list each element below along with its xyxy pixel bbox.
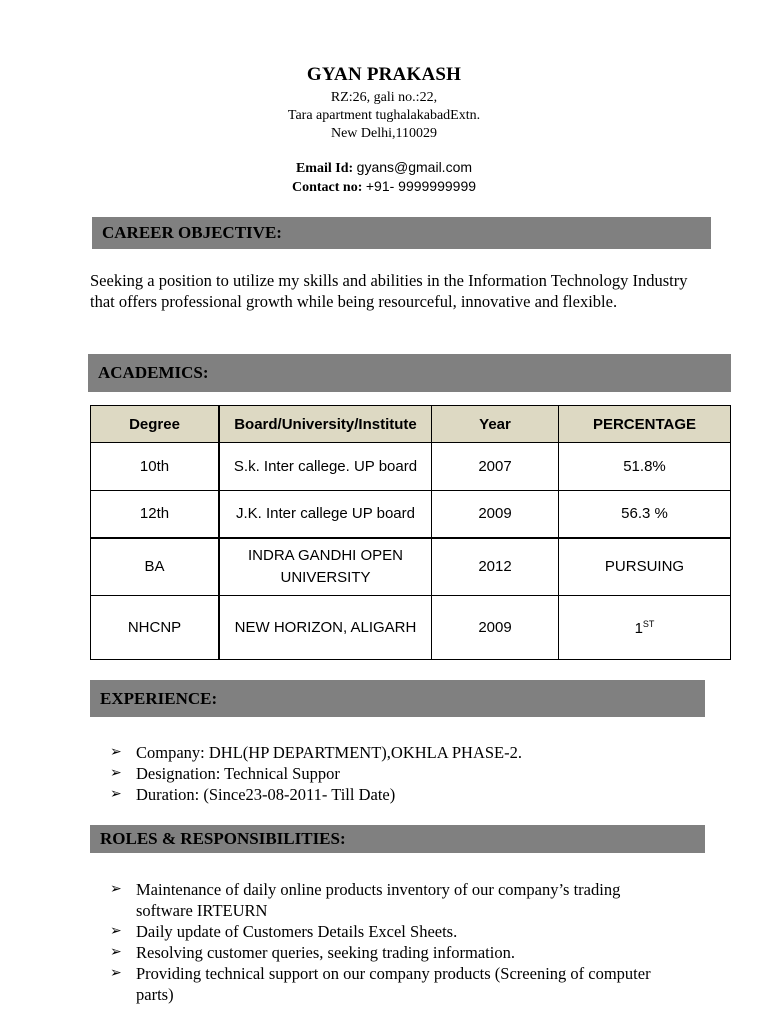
cell-board: INDRA GANDHI OPEN UNIVERSITY (219, 538, 432, 596)
list-item (110, 742, 710, 763)
academics-heading-text: ACADEMICS: (98, 363, 209, 382)
contact-value: +91- 9999999999 (365, 178, 477, 194)
table-row (91, 538, 731, 596)
cell-degree: NHCNP (91, 596, 220, 660)
cell-percentage: PURSUING (559, 538, 731, 596)
arrowhead-bullet-icon: ➢ (110, 766, 122, 781)
cell-degree: 10th (91, 443, 220, 491)
contact-label: Contact no: (291, 180, 363, 195)
column-header-year: Year (432, 406, 559, 443)
table-row (91, 491, 731, 538)
rank-suffix: ST (642, 618, 655, 629)
cell-percentage (559, 596, 731, 660)
list-item (110, 921, 670, 942)
role-item: Daily update of Customers Details Excel Sheets. (136, 922, 458, 941)
cell-degree: 12th (91, 491, 220, 538)
list-item (110, 963, 670, 1005)
cell-percentage: 51.8% (559, 443, 731, 491)
list-item (110, 879, 670, 921)
roles-heading (90, 825, 705, 853)
cell-board: NEW HORIZON, ALIGARH (219, 596, 432, 660)
career-objective-heading (92, 217, 711, 249)
cell-percentage: 56.3 % (559, 491, 731, 538)
table-header-row (91, 406, 731, 443)
email-row (0, 159, 768, 177)
address-line-3: New Delhi,110029 (330, 126, 438, 141)
role-item: Resolving customer queries, seeking trading information. (136, 943, 515, 962)
roles-heading-text: ROLES & RESPONSIBILITIES: (100, 829, 346, 848)
list-item (110, 784, 710, 805)
roles-list (110, 879, 670, 1005)
arrowhead-bullet-icon: ➢ (110, 945, 122, 960)
column-header-board: Board/University/Institute (219, 406, 432, 443)
address-line-2: Tara apartment tughalakabadExtn. (287, 108, 481, 123)
email-value: gyans@gmail.com (356, 159, 473, 175)
address-line-1: RZ:26, gali no.:22, (330, 90, 438, 105)
cell-board: J.K. Inter callege UP board (219, 491, 432, 538)
candidate-name: GYAN PRAKASH (306, 64, 462, 85)
cell-year: 2009 (432, 596, 559, 660)
column-header-percentage: PERCENTAGE (559, 406, 731, 443)
rank-value: 1 (634, 619, 643, 637)
arrowhead-bullet-icon: ➢ (110, 924, 122, 939)
experience-duration: Duration: (Since23-08-2011- Till Date) (136, 785, 396, 804)
experience-heading-text: EXPERIENCE: (100, 688, 218, 708)
cell-year: 2012 (432, 538, 559, 596)
experience-heading (90, 680, 705, 717)
arrowhead-bullet-icon: ➢ (110, 745, 122, 760)
table-row (91, 443, 731, 491)
cell-degree: BA (91, 538, 220, 596)
career-objective-heading-text: CAREER OBJECTIVE: (102, 223, 282, 242)
role-item: Providing technical support on our company products (Screening of computer parts) (136, 964, 651, 1004)
academics-heading (88, 354, 731, 392)
column-header-degree: Degree (91, 406, 220, 443)
email-label: Email Id: (295, 161, 354, 176)
academics-table (90, 405, 731, 660)
list-item (110, 763, 710, 784)
arrowhead-bullet-icon: ➢ (110, 787, 122, 802)
role-item: Maintenance of daily online products inventory of our company’s trading software IRTEURN (136, 880, 621, 920)
career-objective-text: Seeking a position to utilize my skills and abilities in the Information Technology Industry that offers professional growth while being resourceful, innovative and flexible. (90, 271, 688, 311)
list-item (110, 942, 670, 963)
experience-designation: Designation: Technical Suppor (136, 764, 340, 783)
contact-row (0, 178, 768, 196)
cell-year: 2007 (432, 443, 559, 491)
arrowhead-bullet-icon: ➢ (110, 966, 122, 981)
table-row (91, 596, 731, 660)
cell-board: S.k. Inter callege. UP board (219, 443, 432, 491)
arrowhead-bullet-icon: ➢ (110, 882, 122, 897)
experience-company: Company: DHL(HP DEPARTMENT),OKHLA PHASE-2. (136, 743, 523, 762)
cell-year: 2009 (432, 491, 559, 538)
experience-list (110, 742, 710, 805)
